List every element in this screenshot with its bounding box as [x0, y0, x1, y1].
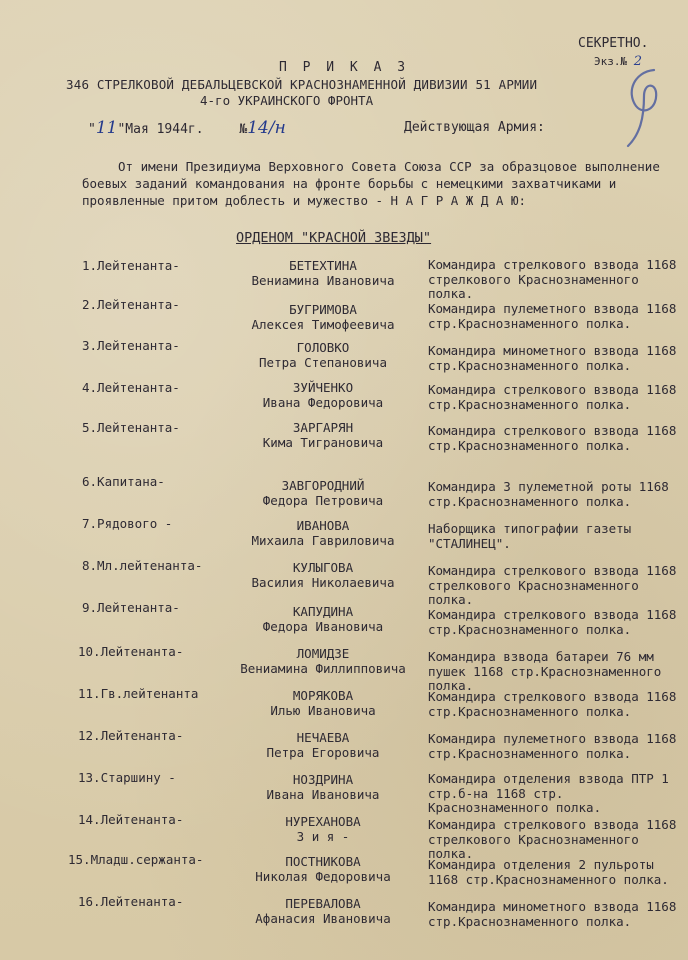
position: Командира стрелкового взвода 1168 стр.Краснознаменного полка. — [428, 423, 677, 453]
date-day: 11 — [95, 118, 118, 138]
surname: БЕТЕХТИНА — [289, 258, 357, 273]
position: Командира стрелкового взвода 1168 стрелкового Краснознаменного полка. — [428, 817, 677, 861]
rank: 8.Мл.лейтенанта- — [82, 558, 203, 573]
order-number-prefix: № — [239, 122, 248, 137]
given-names: З и я - — [296, 829, 350, 844]
rank: 2.Лейтенанта- — [82, 297, 180, 312]
person-name — [208, 854, 438, 884]
position: Командира минометного взвода 1168 стр.Краснознаменного полка. — [428, 343, 677, 373]
surname: ГОЛОВКО — [296, 340, 350, 355]
rank: 13.Старшину - — [78, 770, 176, 785]
given-names: Николая Федоровича — [255, 869, 391, 884]
person-name — [208, 772, 438, 802]
award-heading: ОРДЕНОМ "КРАСНОЙ ЗВЕЗДЫ" — [236, 230, 432, 246]
person-name — [208, 560, 438, 590]
rank: 9.Лейтенанта- — [82, 600, 180, 615]
position: Командира минометного взвода 1168 стр.Краснознаменного полка. — [428, 899, 677, 929]
secret-mark: СЕКРЕТНО. — [578, 36, 649, 51]
division-heading: 346 СТРЕЛКОВОЙ ДЕБАЛЬЦЕВСКОЙ КРАСНОЗНАМЕННОЙ ДИВИЗИИ 51 АРМИИ — [66, 77, 538, 92]
copy-number: 2 — [633, 54, 643, 69]
rank: 5.Лейтенанта- — [82, 420, 180, 435]
surname: КАПУДИНА — [292, 604, 354, 619]
rank: 10.Лейтенанта- — [78, 644, 184, 659]
person-name — [208, 258, 438, 288]
surname: КУЛЫГОВА — [292, 560, 354, 575]
army-line: Действующая Армия: — [404, 120, 545, 135]
rank: 14.Лейтенанта- — [78, 812, 184, 827]
date-line — [88, 118, 286, 138]
given-names: Ивана Ивановича — [266, 787, 380, 802]
rank: 6.Капитана- — [82, 474, 165, 489]
surname: МОРЯКОВА — [292, 688, 354, 703]
given-names: Петра Степановича — [259, 355, 387, 370]
given-names: Федора Ивановича — [262, 619, 384, 634]
surname: НОЗДРИНА — [292, 772, 354, 787]
order-number: 14/н — [247, 118, 286, 138]
rank: 1.Лейтенанта- — [82, 258, 180, 273]
position: Командира пулеметного взвода 1168 стр.Краснознаменного полка. — [428, 731, 677, 761]
surname: ЗУЙЧЕНКО — [292, 380, 354, 395]
handwritten-mark-icon — [614, 62, 674, 152]
surname: ПЕРЕВАЛОВА — [285, 896, 361, 911]
date-open: " — [88, 122, 96, 137]
person-name — [208, 688, 438, 718]
surname: БУГРИМОВА — [289, 302, 357, 317]
surname: ЗАВГОРОДНИЙ — [281, 478, 365, 493]
position: Командира пулеметного взвода 1168 стр.Краснознаменного полка. — [428, 301, 677, 331]
rank: 4.Лейтенанта- — [82, 380, 180, 395]
rank: 7.Рядового - — [82, 516, 173, 531]
given-names: Илью Ивановича — [270, 703, 376, 718]
position: Командира взвода батареи 76 мм пушек 1168 стр.Краснознаменного полка. — [428, 649, 662, 693]
given-names: Михаила Гавриловича — [251, 533, 395, 548]
surname: НЕЧАЕВА — [296, 730, 350, 745]
given-names: Петра Егоровича — [266, 745, 380, 760]
position: Командира стрелкового взвода 1168 стрелкового Краснознаменного полка. — [428, 257, 677, 301]
rank: 15.Младш.сержанта- — [68, 852, 204, 867]
person-name — [208, 518, 438, 548]
position: Командира стрелкового взвода 1168 стр.Краснознаменного полка. — [428, 607, 677, 637]
position: Командира стрелкового взвода 1168 стр.Краснознаменного полка. — [428, 689, 677, 719]
surname: ЛОМИДЗЕ — [296, 646, 350, 661]
person-name — [208, 604, 438, 634]
person-name — [208, 646, 438, 676]
given-names: Федора Петровича — [262, 493, 384, 508]
given-names: Вениамина Филлипповича — [240, 661, 406, 676]
person-name — [208, 730, 438, 760]
given-names: Алексея Тимофеевича — [251, 317, 395, 332]
given-names: Вениамина Ивановича — [251, 273, 395, 288]
copy-label: Экз.№ — [594, 55, 628, 68]
surname: ПОСТНИКОВА — [285, 854, 361, 869]
person-name — [208, 340, 438, 370]
position: Командира отделения взвода ПТР 1 стр.б-на 1168 стр. Краснознаменного полка. — [428, 771, 669, 815]
given-names: Ивана Федоровича — [262, 395, 384, 410]
rank: 11.Гв.лейтенанта — [78, 686, 199, 701]
order-title: П Р И К А З — [278, 60, 410, 75]
person-name — [208, 302, 438, 332]
rank: 16.Лейтенанта- — [78, 894, 184, 909]
given-names: Афанасия Ивановича — [255, 911, 391, 926]
surname: ИВАНОВА — [296, 518, 350, 533]
rank: 12.Лейтенанта- — [78, 728, 184, 743]
person-name — [208, 478, 438, 508]
date-rest: "Мая 1944г. — [117, 122, 204, 137]
given-names: Кима Тиграновича — [262, 435, 384, 450]
given-names: Василия Николаевича — [251, 575, 395, 590]
person-name — [208, 380, 438, 410]
person-name — [208, 420, 438, 450]
position: Командира 3 пулеметной роты 1168 стр.Краснознаменного полка. — [428, 479, 669, 509]
position: Командира стрелкового взвода 1168 стр.Краснознаменного полка. — [428, 382, 677, 412]
person-name — [208, 814, 438, 844]
position: Наборщика типографии газеты "СТАЛИНЕЦ". — [428, 521, 632, 551]
person-name — [208, 896, 438, 926]
rank: 3.Лейтенанта- — [82, 338, 180, 353]
surname: НУРЕХАНОВА — [285, 814, 361, 829]
position: Командира стрелкового взвода 1168 стрелкового Краснознаменного полка. — [428, 563, 677, 607]
front-heading: 4-го УКРАИНСКОГО ФРОНТА — [200, 93, 374, 108]
surname: ЗАРГАРЯН — [292, 420, 354, 435]
intro-paragraph: От имени Президиума Верховного Совета Союза ССР за образцовое выполнение боевых заданий командования на фронте борьбы с немецкими захватчиками и проявленные притом доблесть и мужество - Н А Г Р А Ж Д А Ю: — [82, 159, 660, 208]
position: Командира отделения 2 пульроты 1168 стр.Краснознаменного полка. — [428, 857, 669, 887]
